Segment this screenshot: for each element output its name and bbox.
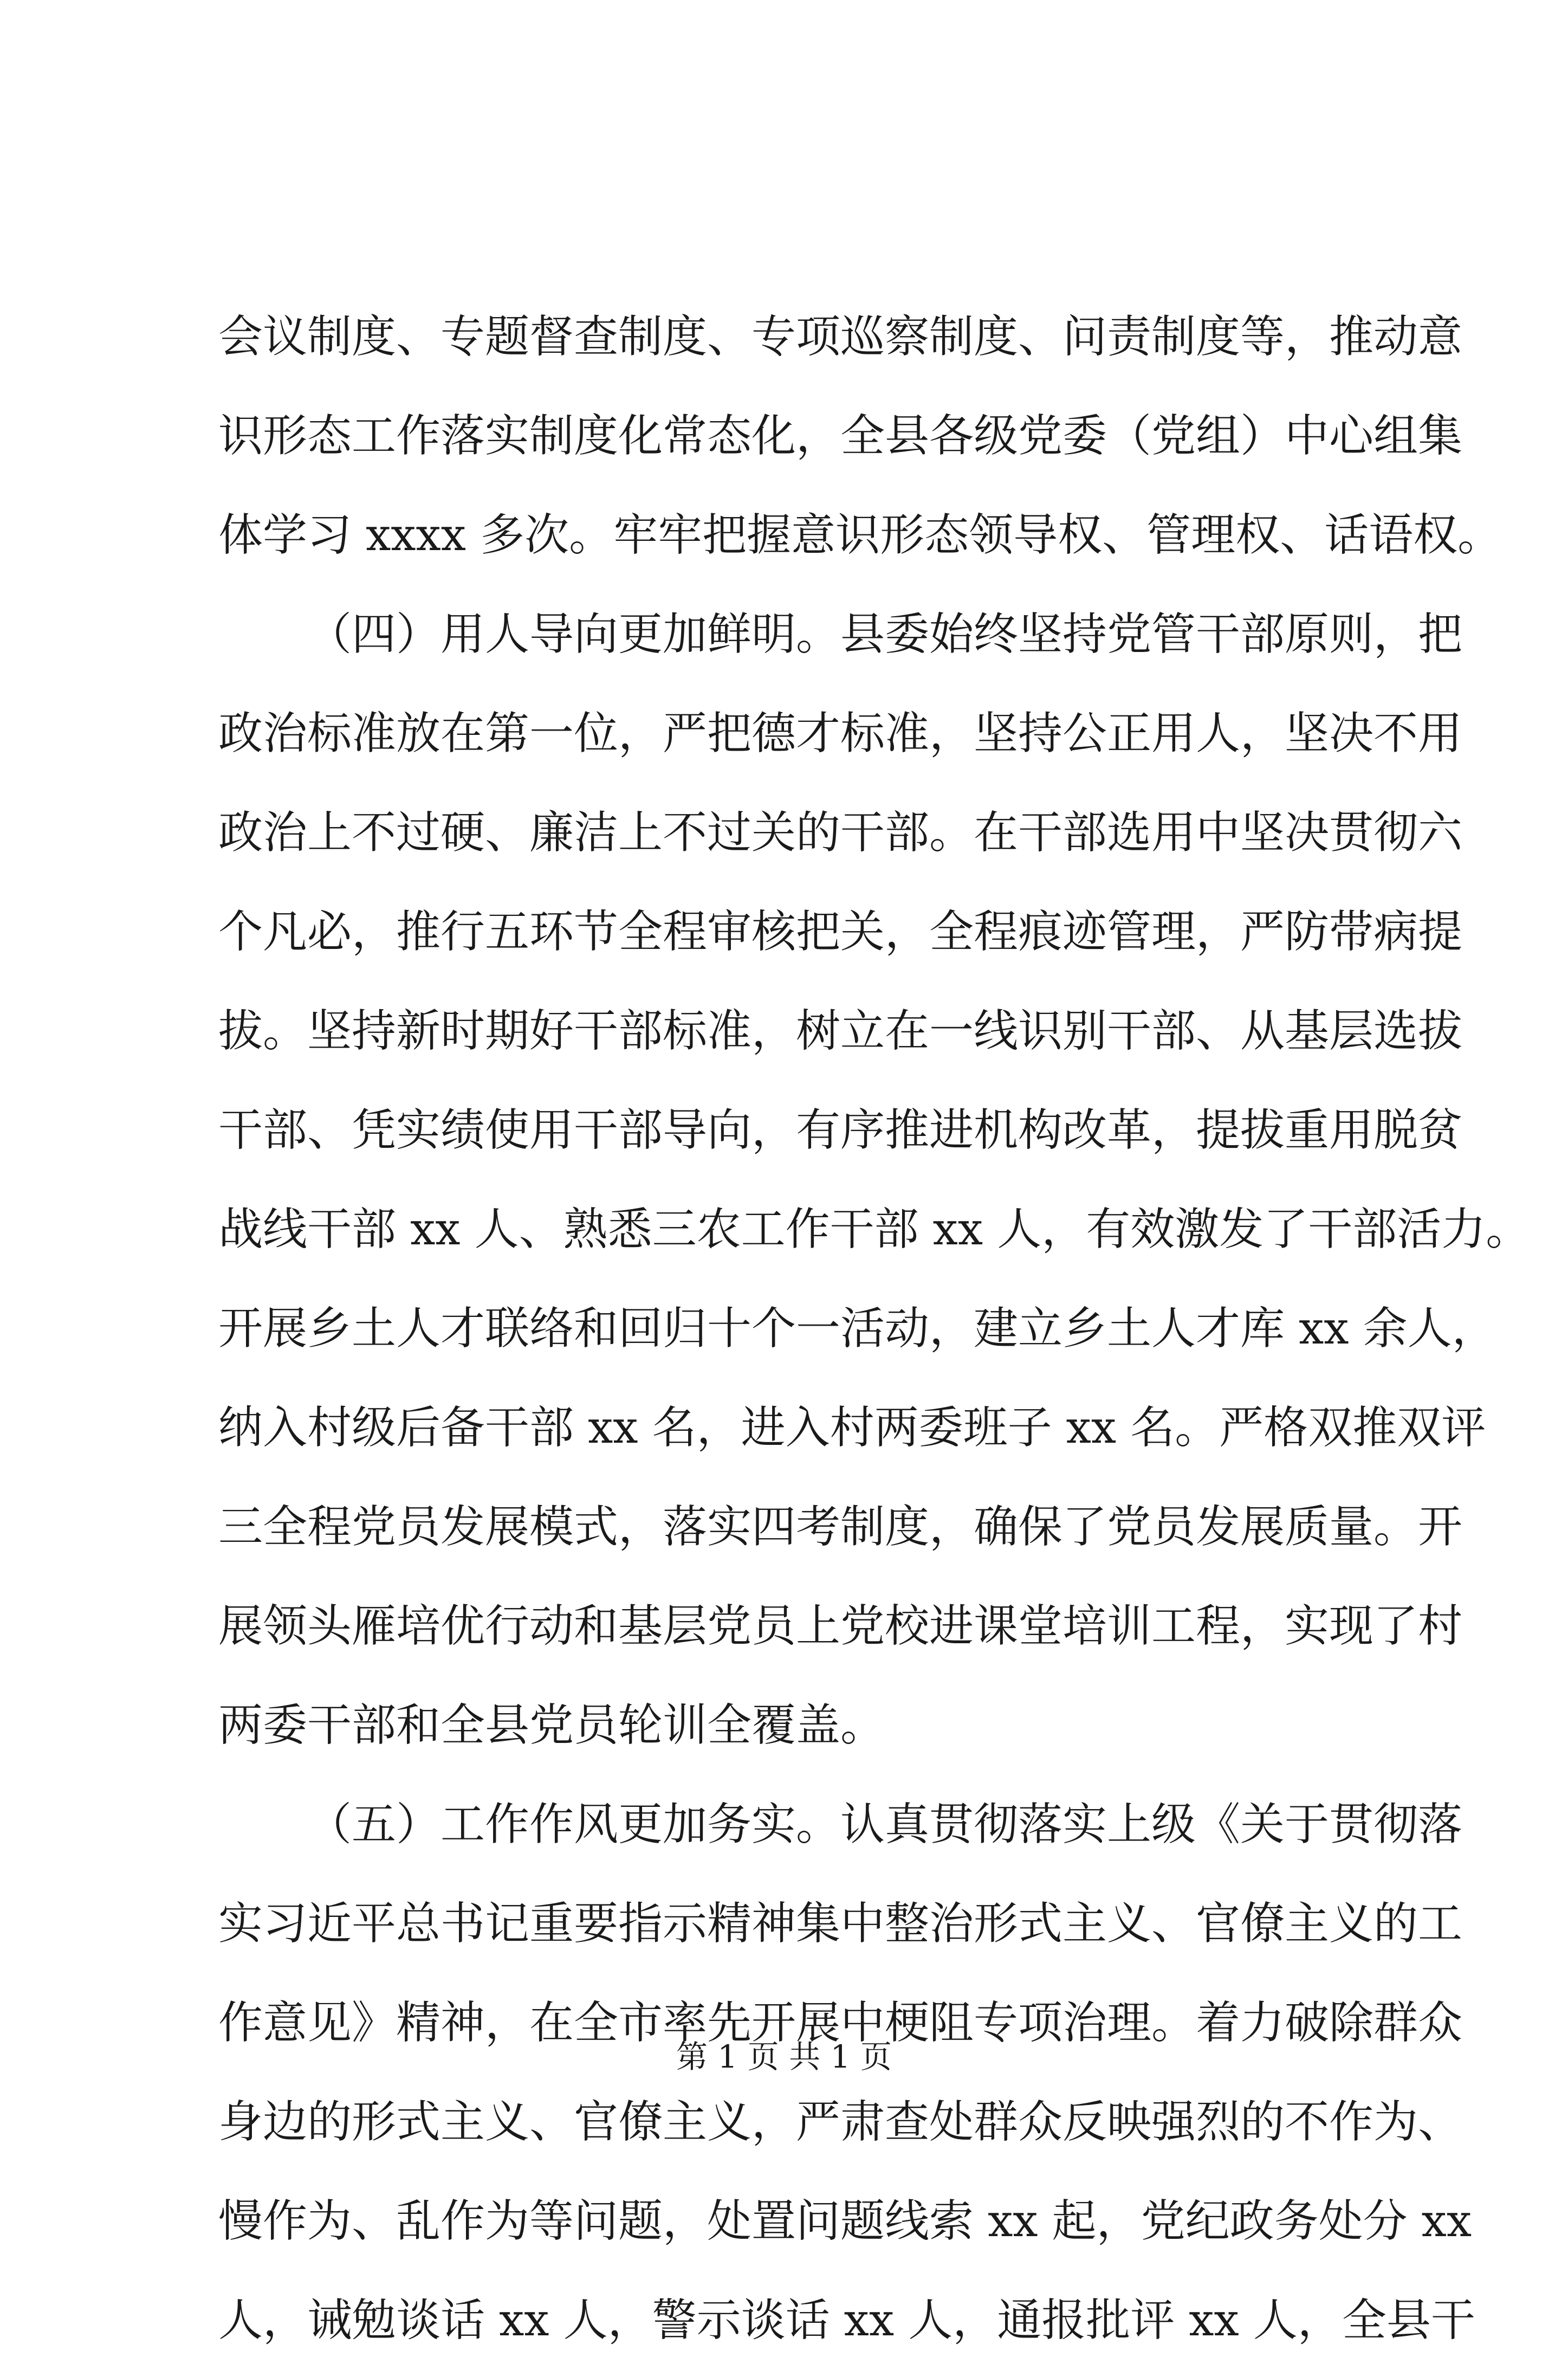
text-line: 慢作为、乱作为等问题，处置问题线索 xx 起，党纪政务处分 xx [218,2195,1472,2247]
text-line: 干部、凭实绩使用干部导向，有序推进机构改革，提拔重用脱贫 [218,1105,1463,1156]
text-line: 拔。坚持新时期好干部标准，树立在一线识别干部、从基层选拔 [218,1005,1463,1057]
paragraph-heading-line: （五）工作作风更加务实。认真贯彻落实上级《关于贯彻落 [307,1799,1463,1850]
text-line: 两委干部和全县党员轮训全覆盖。 [218,1700,885,1751]
text-line: 身边的形式主义、官僚主义，严肃查处群众反映强烈的不作为、 [218,2096,1463,2148]
text-line: 会议制度、专题督查制度、专项巡察制度、问责制度等，推动意 [218,311,1463,363]
text-line: 人，诫勉谈话 xx 人，警示谈话 xx 人，通报批评 xx 人，全县干 [218,2295,1475,2346]
text-line: 战线干部 xx 人、熟悉三农工作干部 xx 人，有效激发了干部活力。 [218,1204,1531,1255]
text-line: 纳入村级后备干部 xx 名，进入村两委班子 xx 名。严格双推双评 [218,1402,1486,1454]
text-line: 实习近平总书记重要指示精神集中整治形式主义、官僚主义的工 [218,1898,1463,1949]
text-line: 展领头雁培优行动和基层党员上党校进课堂培训工程，实现了村 [218,1600,1463,1652]
text-line: 政治标准放在第一位，严把德才标准，坚持公正用人，坚决不用 [218,708,1463,759]
text-line: 识形态工作落实制度化常态化，全县各级党委（党组）中心组集 [218,410,1463,462]
paragraph-heading-line: （四）用人导向更加鲜明。县委始终坚持党管干部原则，把 [307,609,1463,660]
text-line: 三全程党员发展模式，落实四考制度，确保了党员发展质量。开 [218,1501,1463,1553]
text-line: 作意见》精神，在全市率先开展中梗阻专项治理。着力破除群众 [218,1997,1463,2049]
page-footer: 第 1 页 共 1 页 [676,2038,892,2075]
text-line: 开展乡土人才联络和回归十个一活动，建立乡土人才库 xx 余人， [218,1303,1496,1354]
text-line: 个凡必，推行五环节全程审核把关，全程痕迹管理，严防带病提 [218,906,1463,958]
text-line: 政治上不过硬、廉洁上不过关的干部。在干部选用中坚决贯彻六 [218,807,1463,858]
text-line: 体学习 xxxx 多次。牢牢把握意识形态领导权、管理权、话语权。 [218,509,1502,561]
